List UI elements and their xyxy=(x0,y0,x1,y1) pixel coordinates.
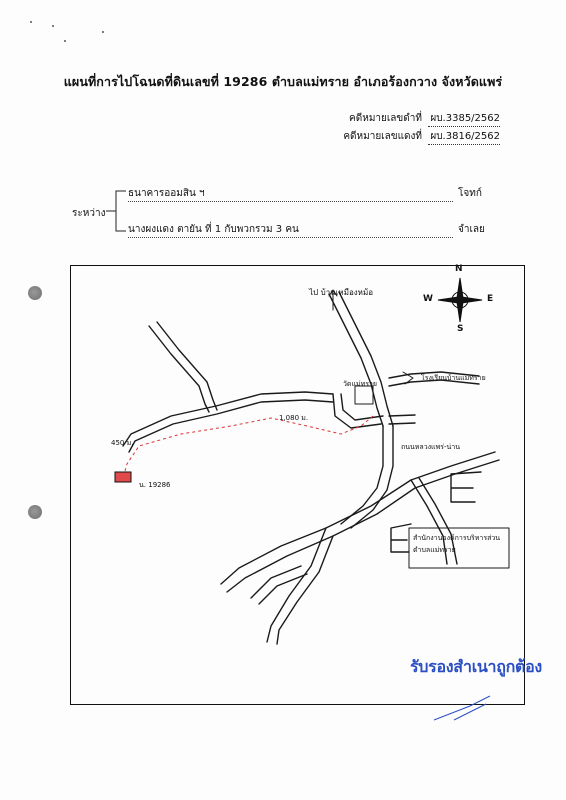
black-case-label: คดีหมายเลขดำที่ xyxy=(349,113,422,124)
road-southwest xyxy=(259,574,307,604)
label-school: โรงเรียนบ้านแม่ทราย xyxy=(421,374,486,382)
label-plot: น. 19286 xyxy=(139,481,171,489)
label-distance-450: 450 ม. xyxy=(111,439,134,447)
label-to-ban: ไป บ้านเหมืองหม้อ xyxy=(309,288,374,297)
road-west-branch xyxy=(149,326,209,412)
scan-speck xyxy=(102,31,104,33)
road-south xyxy=(341,426,383,524)
plaintiff-role: โจทก์ xyxy=(458,188,482,199)
between-label: ระหว่าง xyxy=(72,208,106,219)
highway xyxy=(221,452,495,584)
compass-e: E xyxy=(487,294,494,304)
compass-rose xyxy=(438,278,482,322)
plot-19286 xyxy=(115,472,131,482)
red-case-value: ผบ.3816/2562 xyxy=(428,129,500,145)
defendant-role: จำเลย xyxy=(458,224,485,235)
label-distance-1080: 1,080 ม. xyxy=(279,414,309,422)
label-temple: วัดแม่ทราย xyxy=(343,380,378,388)
plaintiff-name: ธนาคารออมสิน ฯ xyxy=(128,186,453,202)
scan-speck xyxy=(52,25,54,27)
page-title: แผนที่การไปโฉนดที่ดินเลขที่ 19286 ตำบลแม่ทราย อำเภอร้องกวาง จังหวัดแพร่ xyxy=(63,74,503,89)
road-loop xyxy=(333,394,381,428)
road-east-stub xyxy=(389,415,415,416)
party-bracket xyxy=(100,188,130,234)
road-north xyxy=(329,294,383,426)
black-case-value: ผบ.3385/2562 xyxy=(428,111,500,127)
e-shape-mark xyxy=(451,472,481,502)
compass-w: W xyxy=(423,294,433,304)
road-south-branch xyxy=(267,528,326,642)
label-highway: ถนนหลวงแพร่-น่าน xyxy=(401,443,460,451)
scan-speck xyxy=(30,21,32,23)
black-case-number xyxy=(349,111,500,127)
route-dashed xyxy=(123,416,373,478)
road-main-west xyxy=(129,400,333,452)
signature xyxy=(430,690,500,726)
compass-s: S xyxy=(457,324,464,334)
red-case-label: คดีหมายเลขแดงที่ xyxy=(343,131,422,142)
punch-hole-bottom xyxy=(28,505,42,519)
defendant-name: นางผงแดง ตายัน ที่ 1 กับพวกรวม 3 คน xyxy=(128,222,453,238)
road-west-branch xyxy=(157,322,217,410)
red-case-number xyxy=(343,129,500,145)
highway xyxy=(227,460,499,592)
map-frame xyxy=(70,265,525,705)
road-east-stub xyxy=(389,423,415,424)
compass-n: N xyxy=(455,264,463,274)
road-south-branch xyxy=(277,536,333,644)
e-shape-mark xyxy=(391,524,411,552)
certified-copy-stamp: รับรองสำเนาถูกต้อง xyxy=(410,657,542,676)
road-north xyxy=(339,292,393,426)
label-office: สำนักงานองค์การบริหารส่วนตำบลแม่ทราย xyxy=(413,534,501,554)
scan-speck xyxy=(64,40,66,42)
punch-hole-top xyxy=(28,286,42,300)
